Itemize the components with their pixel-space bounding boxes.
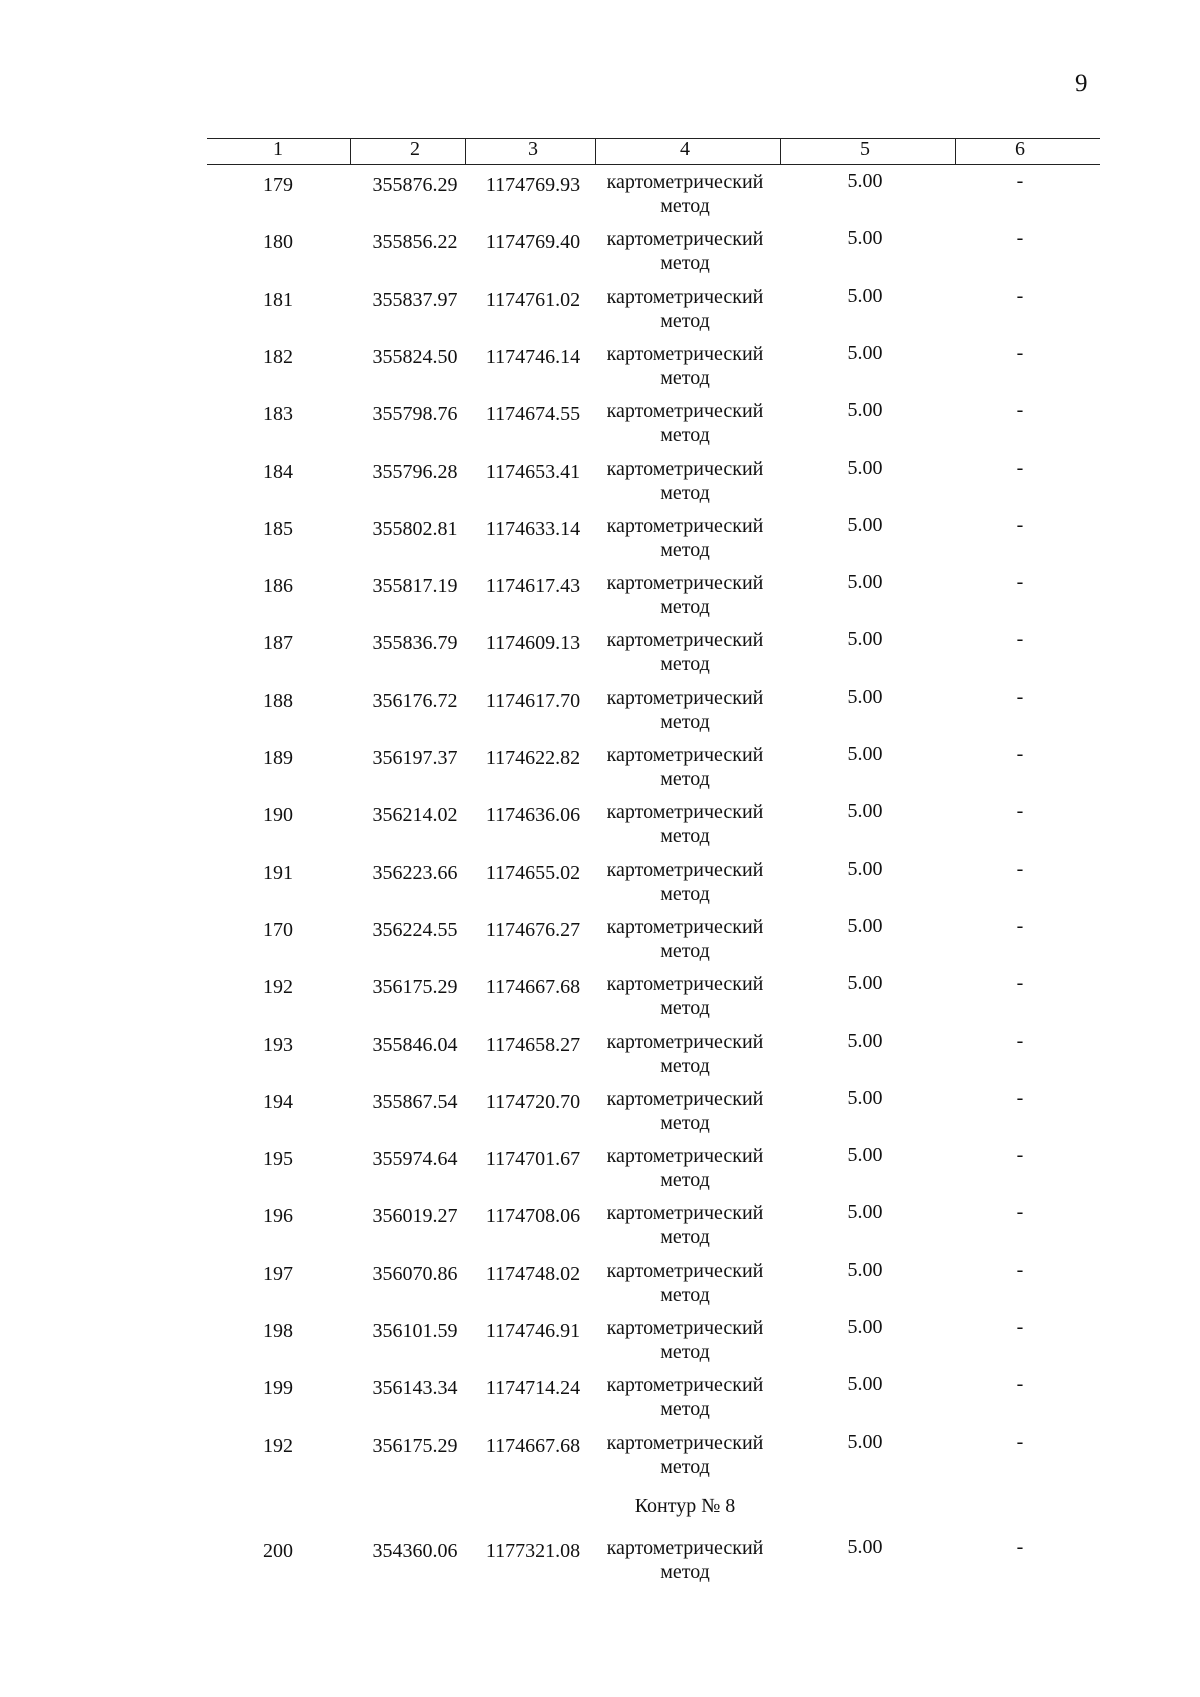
point-number: 198: [263, 1320, 293, 1342]
method-text: картометрический: [606, 1202, 764, 1225]
point-number: 191: [263, 861, 293, 884]
method-text: картометрический: [606, 1431, 764, 1454]
table-row: [0, 1314, 1200, 1368]
method-cell: [590, 170, 780, 218]
y-coordinate: 1174667.68: [485, 976, 581, 999]
y-coordinate: 1174769.93: [485, 174, 581, 196]
point-number: 197: [263, 1262, 293, 1285]
x-coordinate: 355824.50: [372, 345, 458, 368]
method-text: метод: [660, 1226, 710, 1249]
x-coordinate: 356176.72: [372, 689, 458, 712]
precision-value: 5.00: [847, 1430, 883, 1453]
y-coordinate: 1174748.02: [485, 1262, 581, 1285]
point-number: 184: [263, 460, 293, 483]
x-coordinate: 355796.28: [372, 460, 458, 483]
precision-value: 5.00: [847, 571, 883, 594]
table-row: [0, 1085, 1200, 1139]
method-text: картометрический: [606, 572, 764, 595]
y-coordinate: 1174655.02: [485, 861, 581, 884]
x-coordinate: 356175.29: [372, 1434, 458, 1457]
point-number: 182: [263, 345, 293, 368]
method-cell: [590, 1316, 780, 1364]
method-cell: [590, 1030, 780, 1078]
method-cell: [590, 628, 780, 676]
point-number: 192: [263, 1434, 293, 1457]
y-coordinate: 1174667.68: [485, 1434, 581, 1457]
precision-value: 5.00: [847, 1536, 883, 1558]
table-row: [0, 626, 1200, 680]
x-coordinate: 356143.34: [372, 1377, 458, 1400]
method-text: картометрический: [606, 228, 764, 251]
x-coordinate: 356175.29: [372, 976, 458, 999]
table-row: [0, 856, 1200, 910]
page-number: 9: [1075, 70, 1088, 97]
y-coordinate: 1174720.70: [485, 1090, 581, 1113]
method-cell: [590, 858, 780, 906]
method-text: метод: [660, 538, 710, 561]
y-coordinate: 1174622.82: [485, 747, 581, 769]
point-number: 200: [263, 1540, 293, 1562]
point-number: 192: [263, 976, 293, 999]
table-row: [0, 1199, 1200, 1253]
method-text: картометрический: [606, 342, 764, 365]
y-coordinate: 1174636.06: [485, 804, 581, 827]
header-divider: [350, 138, 351, 164]
method-cell: [590, 227, 780, 275]
x-coordinate: 355836.79: [372, 632, 458, 655]
point-number: 181: [263, 288, 293, 311]
x-coordinate: 356224.55: [372, 918, 458, 941]
table-header: [0, 138, 1200, 166]
method-text: метод: [660, 366, 710, 389]
x-coordinate: 355856.22: [372, 231, 458, 254]
method-text: картометрический: [606, 915, 764, 938]
description-value: -: [1016, 972, 1024, 995]
y-coordinate: 1174617.43: [485, 575, 581, 598]
x-coordinate: 355867.54: [372, 1090, 458, 1113]
precision-value: 5.00: [847, 341, 883, 364]
point-number: 190: [263, 804, 293, 827]
method-text: картометрический: [606, 171, 764, 193]
table-row: [0, 569, 1200, 623]
point-number: 188: [263, 689, 293, 712]
point-number: 183: [263, 403, 293, 426]
precision-value: 5.00: [847, 1258, 883, 1281]
method-text: метод: [660, 1283, 710, 1306]
precision-value: 5.00: [847, 857, 883, 880]
table-row: [0, 1371, 1200, 1425]
precision-value: 5.00: [847, 1201, 883, 1224]
precision-value: 5.00: [847, 972, 883, 995]
point-number: 195: [263, 1148, 293, 1171]
point-number: 185: [263, 517, 293, 540]
method-text: метод: [660, 1455, 710, 1478]
x-coordinate: 355798.76: [372, 403, 458, 426]
table-row: [0, 397, 1200, 451]
point-number: 199: [263, 1377, 293, 1400]
description-value: -: [1016, 1258, 1024, 1281]
description-value: -: [1016, 914, 1024, 937]
method-text: метод: [660, 825, 710, 848]
precision-value: 5.00: [847, 227, 883, 250]
method-cell: [590, 915, 780, 963]
table-row: [0, 1142, 1200, 1196]
method-cell: [590, 1373, 780, 1421]
point-number: 170: [263, 918, 293, 941]
x-coordinate: 354360.06: [372, 1540, 458, 1562]
table-row: [0, 913, 1200, 967]
description-value: -: [1016, 1086, 1024, 1109]
method-text: картометрический: [606, 1030, 764, 1053]
precision-value: 5.00: [847, 1086, 883, 1109]
y-coordinate: 1174714.24: [485, 1377, 581, 1400]
header-divider: [955, 138, 956, 164]
table-row: [0, 225, 1200, 279]
precision-value: 5.00: [847, 1144, 883, 1167]
method-cell: [590, 743, 780, 791]
description-value: -: [1016, 341, 1024, 364]
description-value: -: [1016, 284, 1024, 307]
precision-value: 5.00: [847, 1029, 883, 1052]
y-coordinate: 1174674.55: [485, 403, 581, 426]
method-text: картометрический: [606, 686, 764, 709]
description-value: -: [1016, 857, 1024, 880]
method-text: картометрический: [606, 1087, 764, 1110]
y-coordinate: 1174609.13: [485, 632, 581, 655]
table-row: [0, 168, 1200, 222]
x-coordinate: 356101.59: [372, 1320, 458, 1342]
method-cell: [590, 1536, 780, 1584]
table-row: [0, 512, 1200, 566]
method-text: метод: [660, 1054, 710, 1077]
method-text: картометрический: [606, 801, 764, 824]
table-row: [0, 283, 1200, 337]
x-coordinate: 355837.97: [372, 288, 458, 311]
table-row: [0, 340, 1200, 394]
method-cell: [590, 457, 780, 505]
method-cell: [590, 1144, 780, 1192]
x-coordinate: 355876.29: [372, 174, 458, 196]
point-number: 196: [263, 1205, 293, 1228]
y-coordinate: 1174708.06: [485, 1205, 581, 1228]
description-value: -: [1016, 170, 1024, 192]
description-value: -: [1016, 743, 1024, 765]
precision-value: 5.00: [847, 170, 883, 192]
y-coordinate: 1174633.14: [485, 517, 581, 540]
method-text: картометрический: [606, 858, 764, 881]
description-value: -: [1016, 685, 1024, 708]
precision-value: 5.00: [847, 800, 883, 823]
description-value: -: [1016, 800, 1024, 823]
table-row: [0, 684, 1200, 738]
header-col-6: 6: [1015, 138, 1025, 160]
method-text: метод: [660, 252, 710, 275]
x-coordinate: 356223.66: [372, 861, 458, 884]
precision-value: 5.00: [847, 1316, 883, 1338]
method-text: картометрический: [606, 973, 764, 996]
header-bottom-line: [207, 164, 1100, 165]
header-col-5: 5: [860, 138, 870, 160]
header-col-2: 2: [410, 138, 420, 160]
y-coordinate: 1174701.67: [485, 1148, 581, 1171]
method-cell: [590, 1259, 780, 1307]
method-text: метод: [660, 997, 710, 1020]
point-number: 189: [263, 747, 293, 769]
table-row: [0, 798, 1200, 852]
y-coordinate: 1174761.02: [485, 288, 581, 311]
method-text: метод: [660, 1169, 710, 1192]
method-text: картометрический: [606, 629, 764, 652]
y-coordinate: 1174769.40: [485, 231, 581, 254]
header-col-3: 3: [528, 138, 538, 160]
method-text: метод: [660, 1341, 710, 1363]
method-text: метод: [660, 596, 710, 619]
table-row: [0, 1429, 1200, 1483]
header-divider: [780, 138, 781, 164]
table-row: [0, 741, 1200, 795]
precision-value: 5.00: [847, 685, 883, 708]
description-value: -: [1016, 513, 1024, 536]
table-row: [0, 970, 1200, 1024]
y-coordinate: 1174746.14: [485, 345, 581, 368]
method-cell: [590, 1431, 780, 1479]
description-value: -: [1016, 1373, 1024, 1396]
precision-value: 5.00: [847, 284, 883, 307]
table-row: [0, 1028, 1200, 1082]
description-value: -: [1016, 1430, 1024, 1453]
x-coordinate: 355846.04: [372, 1033, 458, 1056]
description-value: -: [1016, 628, 1024, 651]
x-coordinate: 356070.86: [372, 1262, 458, 1285]
method-text: картометрический: [606, 285, 764, 308]
point-number: 194: [263, 1090, 293, 1113]
method-cell: [590, 800, 780, 848]
contour-label: Контур № 8: [634, 1495, 736, 1517]
method-text: метод: [660, 882, 710, 905]
description-value: -: [1016, 1201, 1024, 1224]
method-text: картометрический: [606, 1537, 764, 1559]
table-row: [0, 455, 1200, 509]
x-coordinate: 355817.19: [372, 575, 458, 598]
y-coordinate: 1174676.27: [485, 918, 581, 941]
description-value: -: [1016, 1316, 1024, 1338]
y-coordinate: 1174653.41: [485, 460, 581, 483]
method-text: метод: [660, 1111, 710, 1134]
method-cell: [590, 342, 780, 390]
point-number: 193: [263, 1033, 293, 1056]
method-text: картометрический: [606, 1317, 764, 1339]
description-value: -: [1016, 456, 1024, 479]
table-row: [0, 1257, 1200, 1311]
x-coordinate: 356197.37: [372, 747, 458, 769]
description-value: -: [1016, 227, 1024, 250]
precision-value: 5.00: [847, 513, 883, 536]
precision-value: 5.00: [847, 914, 883, 937]
precision-value: 5.00: [847, 399, 883, 422]
method-text: метод: [660, 424, 710, 447]
method-text: картометрический: [606, 457, 764, 480]
y-coordinate: 1174658.27: [485, 1033, 581, 1056]
method-text: картометрический: [606, 514, 764, 537]
header-col-4: 4: [680, 138, 690, 160]
point-number: 186: [263, 575, 293, 598]
method-text: метод: [660, 481, 710, 504]
y-coordinate: 1174746.91: [485, 1320, 581, 1342]
description-value: -: [1016, 1144, 1024, 1167]
point-number: 179: [263, 174, 293, 196]
method-text: картометрический: [606, 400, 764, 423]
method-text: картометрический: [606, 1374, 764, 1397]
method-text: метод: [660, 1561, 710, 1583]
x-coordinate: 356214.02: [372, 804, 458, 827]
x-coordinate: 355974.64: [372, 1148, 458, 1171]
method-cell: [590, 285, 780, 333]
method-text: картометрический: [606, 1259, 764, 1282]
precision-value: 5.00: [847, 1373, 883, 1396]
method-cell: [590, 1087, 780, 1135]
method-text: метод: [660, 309, 710, 332]
description-value: -: [1016, 571, 1024, 594]
description-value: -: [1016, 1536, 1024, 1558]
method-text: метод: [660, 710, 710, 733]
precision-value: 5.00: [847, 456, 883, 479]
method-cell: [590, 972, 780, 1020]
table-row: [0, 1534, 1200, 1588]
method-text: метод: [660, 768, 710, 790]
description-value: -: [1016, 1029, 1024, 1052]
method-cell: [590, 514, 780, 562]
method-text: картометрический: [606, 744, 764, 766]
y-coordinate: 1177321.08: [485, 1540, 581, 1562]
precision-value: 5.00: [847, 628, 883, 651]
method-cell: [590, 1201, 780, 1249]
method-text: метод: [660, 1398, 710, 1421]
method-text: метод: [660, 939, 710, 962]
precision-value: 5.00: [847, 743, 883, 765]
x-coordinate: 355802.81: [372, 517, 458, 540]
method-cell: [590, 686, 780, 734]
point-number: 187: [263, 632, 293, 655]
x-coordinate: 356019.27: [372, 1205, 458, 1228]
method-text: метод: [660, 195, 710, 217]
y-coordinate: 1174617.70: [485, 689, 581, 712]
method-text: картометрический: [606, 1145, 764, 1168]
description-value: -: [1016, 399, 1024, 422]
method-cell: [590, 571, 780, 619]
method-cell: [590, 399, 780, 447]
method-text: метод: [660, 653, 710, 676]
header-col-1: 1: [273, 138, 283, 160]
point-number: 180: [263, 231, 293, 254]
